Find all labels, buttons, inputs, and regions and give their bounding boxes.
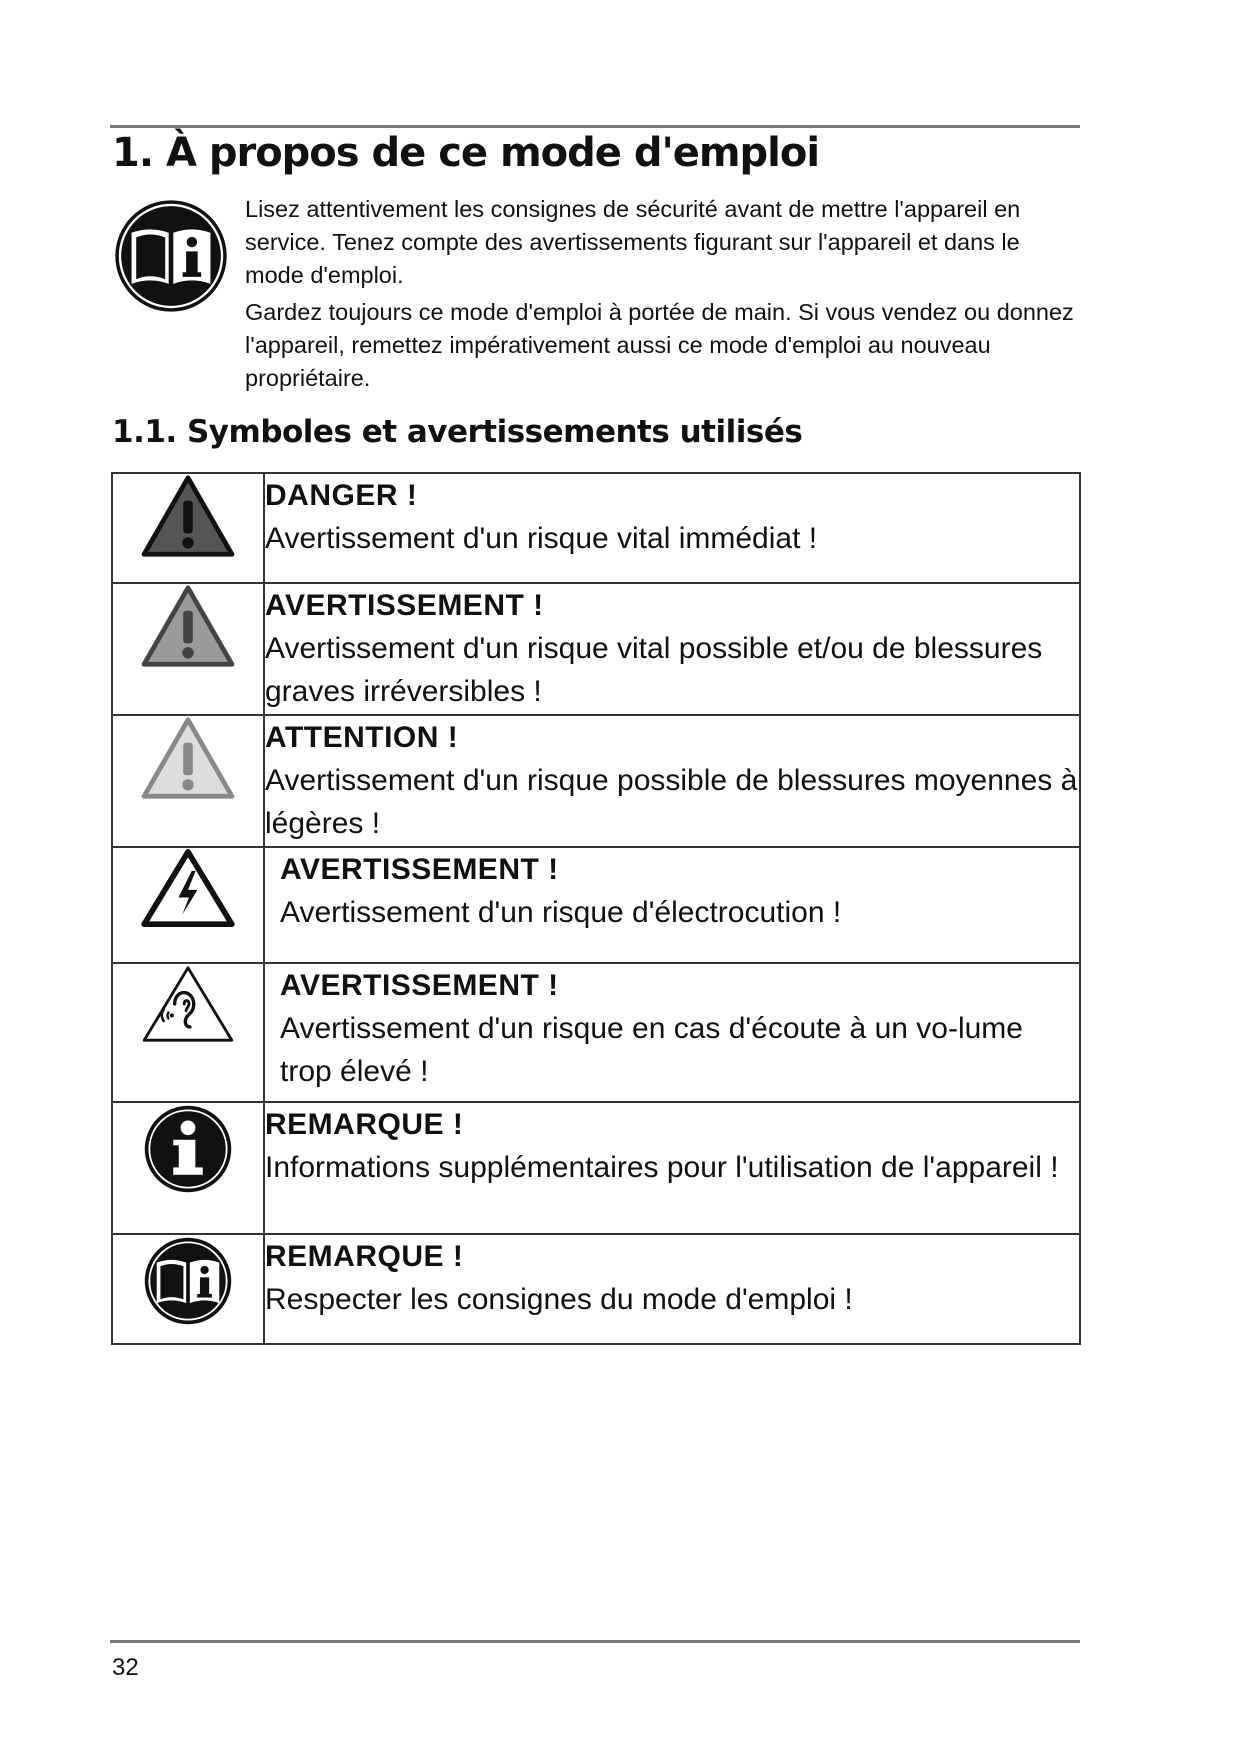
icon-cell <box>112 715 264 847</box>
symbol-description: Informations supplémentaires pour l'utilisation de l'appareil ! <box>265 1151 1059 1184</box>
table-row <box>112 583 1080 715</box>
text-cell <box>264 1234 1080 1344</box>
symbol-title: ATTENTION ! <box>265 721 459 754</box>
symbol-description: Avertissement d'un risque d'électrocution ! <box>280 896 842 929</box>
warning-triangle-icon <box>140 584 236 670</box>
icon-cell <box>112 847 264 963</box>
symbol-description: Avertissement d'un risque possible de blessures moyennes à légères ! <box>265 764 1078 840</box>
text-cell <box>264 473 1080 583</box>
symbol-description: Avertissement d'un risque vital immédiat ! <box>265 522 818 555</box>
electric-shock-icon <box>140 848 236 928</box>
symbol-title: DANGER ! <box>265 479 418 512</box>
symbol-title: AVERTISSEMENT ! <box>280 969 559 1002</box>
table-row <box>112 1234 1080 1344</box>
table-row <box>112 847 1080 963</box>
page-number: 32 <box>112 1654 139 1681</box>
hearing-warning-icon <box>140 964 236 1044</box>
text-cell <box>264 583 1080 715</box>
info-icon <box>142 1103 234 1195</box>
intro-text <box>245 193 1075 399</box>
bottom-rule <box>110 1640 1080 1643</box>
danger-triangle-icon <box>140 474 236 560</box>
symbol-description: Avertissement d'un risque en cas d'écoute à un vo-lume trop élevé ! <box>280 1012 1023 1088</box>
intro-paragraph-2: Gardez toujours ce mode d'emploi à portée de main. Si vous vendez ou donnez l'appareil, remettez impérativement aussi ce mode d'emploi au nouveau propriétaire. <box>245 299 1074 391</box>
manual-icon <box>113 198 229 314</box>
symbols-table <box>111 472 1081 1345</box>
manual-icon <box>142 1235 234 1327</box>
symbol-title: REMARQUE ! <box>265 1108 464 1141</box>
icon-cell <box>112 963 264 1102</box>
text-cell <box>264 1102 1080 1234</box>
top-rule <box>110 125 1080 128</box>
caution-triangle-icon <box>140 716 236 802</box>
page-title: 1. À propos de ce mode d'emploi <box>112 130 820 176</box>
section-subheading: 1.1. Symboles et avertissements utilisés <box>112 414 803 450</box>
icon-cell <box>112 1234 264 1344</box>
table-row <box>112 963 1080 1102</box>
icon-cell <box>112 1102 264 1234</box>
text-cell <box>264 963 1080 1102</box>
text-cell <box>264 715 1080 847</box>
table-row <box>112 715 1080 847</box>
text-cell <box>264 847 1080 963</box>
table-row <box>112 1102 1080 1234</box>
symbol-title: AVERTISSEMENT ! <box>280 853 559 886</box>
symbol-title: AVERTISSEMENT ! <box>265 589 544 622</box>
symbol-description: Respecter les consignes du mode d'emploi ! <box>265 1283 853 1316</box>
icon-cell <box>112 583 264 715</box>
table-row <box>112 473 1080 583</box>
symbol-description: Avertissement d'un risque vital possible et/ou de blessures graves irréversibles ! <box>265 632 1043 708</box>
icon-cell <box>112 473 264 583</box>
intro-paragraph-1: Lisez attentivement les consignes de sécurité avant de mettre l'appareil en service. Tenez compte des avertissements figurant sur l'appareil et dans le mode d'emploi. <box>245 196 1021 288</box>
symbol-title: REMARQUE ! <box>265 1240 464 1273</box>
